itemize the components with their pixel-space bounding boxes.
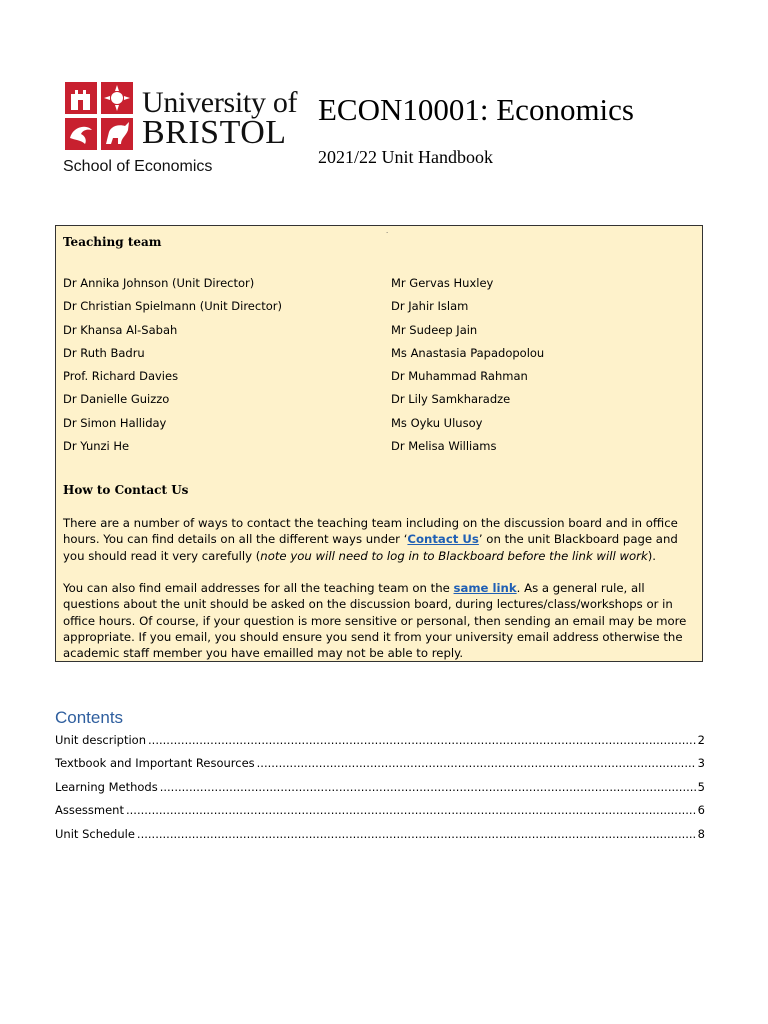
university-name-line1: University of bbox=[142, 86, 298, 119]
team-member: Mr Sudeep Jain bbox=[391, 322, 478, 337]
toc-leader bbox=[137, 827, 696, 841]
team-member: Dr Ruth Badru bbox=[63, 345, 145, 360]
toc-page-number: 2 bbox=[697, 733, 705, 747]
team-member: Dr Christian Spielmann (Unit Director) bbox=[63, 299, 282, 314]
team-member: Dr Simon Halliday bbox=[63, 415, 167, 430]
document-subtitle: 2021/22 Unit Handbook bbox=[318, 147, 493, 167]
toc-label: Learning Methods bbox=[55, 779, 158, 794]
university-crest-logo bbox=[63, 80, 135, 152]
team-member: Dr Jahir Islam bbox=[391, 299, 469, 314]
contact-paragraph-1 bbox=[63, 515, 695, 564]
toc-leader bbox=[160, 780, 696, 794]
box-marker: . bbox=[386, 226, 389, 235]
login-note: note you will need to log in to Blackboard before the link will work bbox=[260, 548, 648, 563]
team-member: Dr Lily Samkharadze bbox=[391, 392, 511, 407]
paragraph-text: There are a number of ways to contact the teaching team including on the discussion board and in office hours. You can find details on all the different ways under ‘ bbox=[63, 516, 678, 547]
team-member: Dr Danielle Guizzo bbox=[63, 392, 170, 407]
teaching-team-right-list bbox=[391, 272, 544, 458]
teaching-team-left-list bbox=[63, 272, 282, 458]
toc-page-number: 5 bbox=[697, 779, 705, 794]
team-member: Dr Yunzi He bbox=[63, 439, 130, 454]
paragraph-text: ’ on the unit Blackboard page and you should read it very carefully ( bbox=[63, 532, 678, 563]
toc-entry-unit-schedule[interactable] bbox=[55, 827, 705, 850]
toc-label: Unit description bbox=[55, 733, 147, 747]
contact-heading: How to Contact Us bbox=[63, 483, 189, 497]
toc-label: Textbook and Important Resources bbox=[55, 756, 255, 771]
toc-page-number: 6 bbox=[697, 803, 705, 818]
toc-entry-assessment[interactable] bbox=[55, 803, 705, 826]
info-box bbox=[55, 225, 703, 662]
toc-page-number: 8 bbox=[697, 826, 705, 841]
team-member: Prof. Richard Davies bbox=[63, 369, 179, 384]
toc-page-number: 3 bbox=[697, 756, 705, 771]
toc-leader bbox=[126, 803, 696, 817]
toc-leader bbox=[257, 756, 696, 770]
teaching-team-heading: Teaching team bbox=[63, 235, 162, 249]
contact-us-link[interactable]: Contact Us bbox=[407, 532, 479, 547]
contents-heading: Contents bbox=[55, 708, 124, 727]
team-member: Dr Muhammad Rahman bbox=[391, 369, 528, 384]
toc-label: Assessment bbox=[55, 803, 124, 818]
toc-entry-textbook[interactable] bbox=[55, 756, 705, 779]
team-member: Dr Khansa Al-Sabah bbox=[63, 322, 178, 337]
paragraph-text: You can also find email addresses for all the teaching team on the bbox=[63, 581, 454, 595]
toc-label: Unit Schedule bbox=[55, 826, 135, 841]
team-member: Mr Gervas Huxley bbox=[391, 276, 494, 290]
table-of-contents bbox=[55, 733, 705, 850]
school-name: School of Economics bbox=[63, 158, 213, 175]
toc-entry-learning-methods[interactable] bbox=[55, 780, 705, 803]
team-member: Ms Anastasia Papadopolou bbox=[391, 345, 545, 360]
contact-paragraph-2 bbox=[63, 580, 695, 661]
paragraph-text: ). bbox=[647, 548, 657, 563]
paragraph-text: . As a general rule, all questions about the unit should be asked on the discussion board, during lectures/class/workshops or in office hours. Of course, if your question is more sensitive or personal, then sending an email may be more appropriate. If you email, you should ensure you send it from your university email address otherwise the academic staff member you have emailled may not be able to reply. bbox=[63, 581, 687, 661]
team-member: Dr Annika Johnson (Unit Director) bbox=[63, 276, 255, 290]
team-member: Ms Oyku Ulusoy bbox=[391, 415, 483, 430]
team-member: Dr Melisa Williams bbox=[391, 439, 497, 454]
toc-entry-unit-description[interactable] bbox=[55, 733, 705, 756]
same-link-link[interactable]: same link bbox=[453, 581, 517, 595]
document-title: ECON10001: Economics bbox=[318, 92, 634, 127]
university-name-line2: BRISTOL bbox=[142, 114, 287, 151]
toc-leader bbox=[148, 733, 696, 747]
